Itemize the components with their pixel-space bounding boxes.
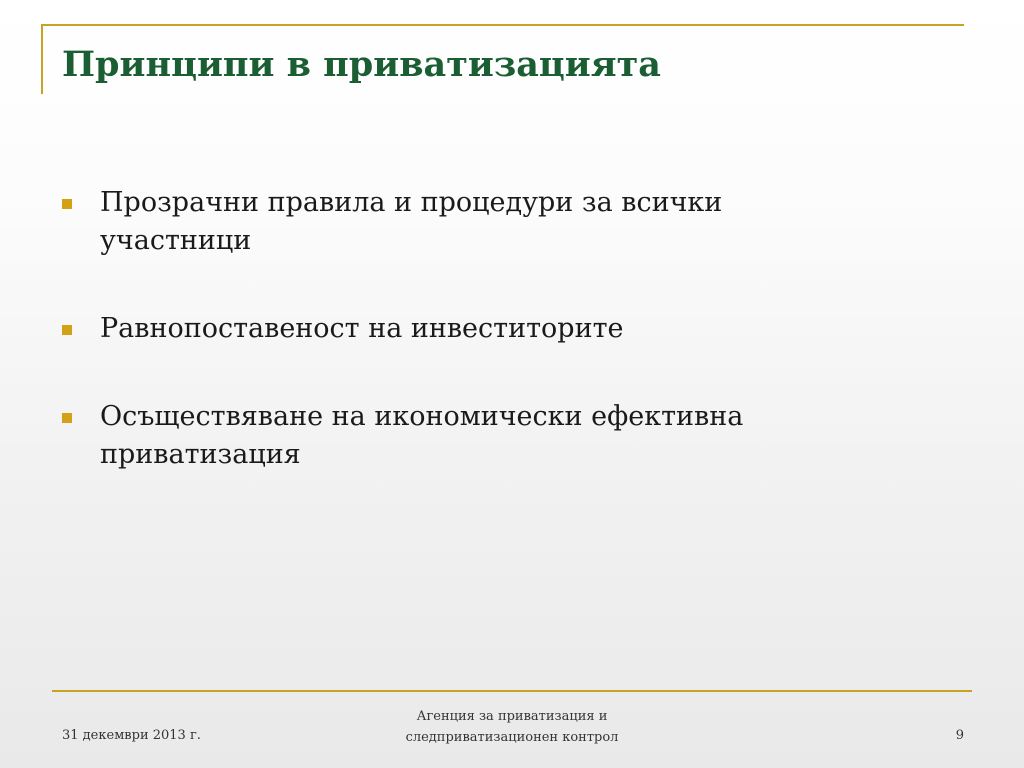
square-bullet-icon	[62, 199, 72, 209]
bullet-list	[60, 184, 960, 474]
footer-organization-line2: следприватизационен контрол	[405, 730, 619, 745]
footer-organization-line1: Агенция за приватизация и	[416, 709, 608, 724]
bullet-item-equal-treatment	[60, 310, 960, 348]
footer-date: 31 декември 2013 г.	[62, 728, 201, 743]
slide-title: Принципи в приватизацията	[62, 44, 661, 85]
footer-divider	[52, 690, 972, 692]
bullet-text-line2: приватизация	[100, 439, 301, 470]
bullet-text-line1: Осъществяване на икономически ефективна	[100, 401, 744, 432]
square-bullet-icon	[62, 325, 72, 335]
bullet-item-efficient-privatization	[60, 398, 960, 474]
square-bullet-icon	[62, 413, 72, 423]
bullet-item-transparent-rules	[60, 184, 960, 260]
bullet-text-line1: Прозрачни правила и процедури за всички	[100, 187, 723, 218]
footer-organization	[362, 706, 662, 748]
frame-top-border	[42, 24, 964, 26]
page-number: 9	[955, 728, 964, 743]
bullet-text-line1: Равнопоставеност на инвеститорите	[100, 313, 624, 344]
frame-left-border	[41, 24, 43, 94]
bullet-text-line2: участници	[100, 225, 252, 256]
